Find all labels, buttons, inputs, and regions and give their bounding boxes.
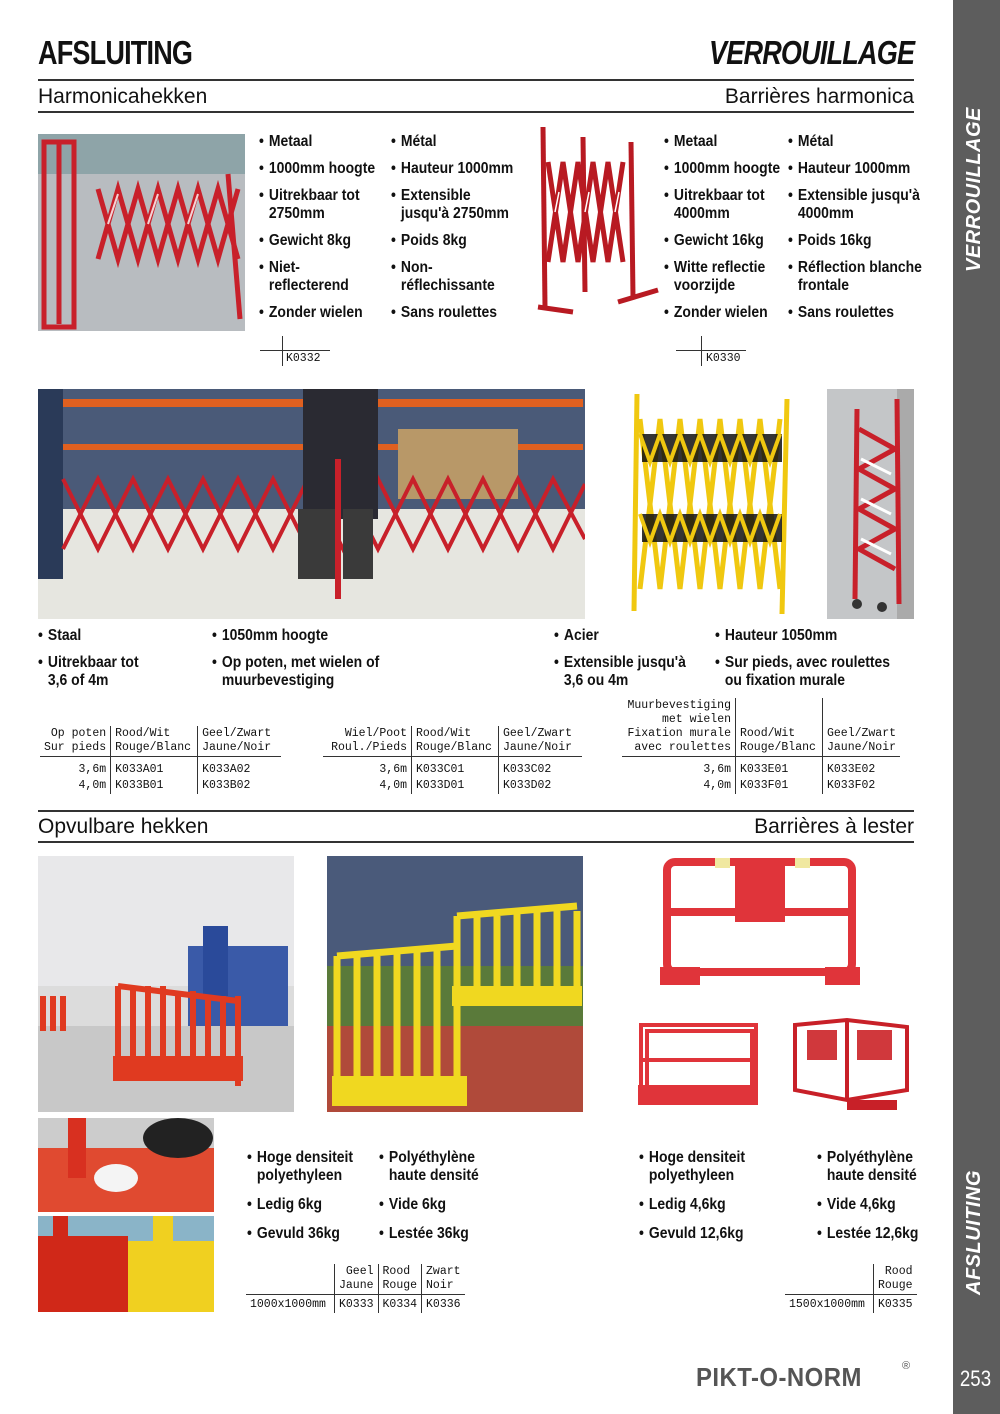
k0332-specs-fr — [391, 133, 526, 331]
table-row — [785, 1295, 917, 1314]
table-cell: K033A02 — [198, 757, 282, 779]
yellow-site-photo — [327, 856, 583, 1112]
k0332-barrier-image — [38, 134, 245, 331]
order-table-c — [323, 726, 582, 794]
table-cell: K0334 — [378, 1295, 422, 1314]
header-line: Noir — [426, 1279, 454, 1292]
table-row — [246, 1295, 465, 1314]
table-cell: K033B02 — [198, 778, 282, 794]
steel-specs-fr-col2 — [715, 627, 913, 699]
header-line: Geel/Zwart — [503, 727, 573, 740]
steel-specs-nl-col2 — [212, 627, 383, 699]
spec-item: • Ledig 6kg — [247, 1196, 364, 1214]
table-cell: K033A01 — [111, 757, 198, 779]
spec-item: • Uitrekbaar tot 4000mm — [664, 187, 773, 223]
table-cell: 4,0m — [703, 779, 731, 792]
spec-item: • Op poten, met wielen of muurbevestiging — [212, 654, 384, 690]
header-line: Rouge — [878, 1279, 913, 1292]
spec-item: • Hauteur 1050mm — [715, 627, 913, 645]
table-cell: K0335 — [874, 1295, 917, 1314]
page-title-fr: VERROUILLAGE — [708, 34, 914, 71]
table-cell: 1500x1000mm — [785, 1295, 874, 1314]
table-cell: K033D02 — [499, 778, 583, 794]
k0332-specs-nl — [259, 133, 376, 331]
registered-mark: ® — [902, 1360, 911, 1372]
header-line: Rood — [884, 1265, 913, 1278]
steel-barrier-image — [38, 389, 585, 619]
fill-right-specs-nl — [639, 1149, 756, 1252]
fill-cap-image — [38, 1118, 214, 1212]
table-header — [323, 726, 412, 757]
table-cell: K033B01 — [111, 778, 198, 794]
table-cell: K033E01 — [736, 757, 823, 779]
title-rule — [38, 79, 914, 81]
spec-item: • Gevuld 12,6kg — [639, 1225, 756, 1243]
section-title-nl: Harmonicahekken — [38, 85, 208, 108]
table-row — [622, 778, 900, 794]
spec-item: • Zonder wielen — [259, 304, 376, 322]
table-cell: K033F02 — [823, 778, 901, 794]
header-line: Rood — [382, 1265, 411, 1278]
k0330-specs-fr — [788, 133, 923, 331]
table-header — [736, 698, 823, 757]
k0330-photo — [533, 122, 663, 317]
table-cell: K0336 — [422, 1295, 465, 1314]
table-cell: 3,6m — [40, 757, 111, 779]
fill-cap-photo — [38, 1118, 214, 1212]
section-rule — [38, 111, 914, 113]
fill-left-table — [246, 1264, 465, 1313]
spec-item: • 1000mm hoogte — [664, 160, 781, 178]
spec-item: • Poids 8kg — [391, 232, 526, 250]
header-line: Jaune — [339, 1279, 374, 1292]
header-line: Rood/Wit — [416, 727, 472, 740]
steel-specs-fr-col1 — [554, 627, 707, 699]
red-1500-barrier-image — [655, 852, 865, 992]
wall-mounted-barrier-image — [827, 389, 914, 619]
table-header — [422, 1264, 465, 1295]
spec-item: • Hoge densiteit polyethyleen — [247, 1149, 360, 1185]
header-line: Rood/Wit — [115, 727, 171, 740]
spec-item: • Metaal — [259, 133, 376, 151]
spec-item: • Niet-reflecterend — [259, 259, 376, 295]
table-header — [246, 1264, 335, 1295]
side-label-top: VERROUILLAGE — [963, 107, 985, 272]
header-line: met wielen — [661, 713, 731, 726]
k0330-specs-nl — [664, 133, 781, 331]
barrier-enclosure-image — [787, 1015, 915, 1115]
order-table-a — [40, 726, 281, 794]
red-fill-barriers-image — [38, 856, 294, 1112]
brand-name: PIKT-O-NORM — [696, 1362, 862, 1392]
k0332-code-marker — [260, 336, 330, 366]
spec-item: • Ledig 4,6kg — [639, 1196, 756, 1214]
header-line: Rouge — [382, 1279, 418, 1292]
page-title-nl: AFSLUITING — [38, 34, 193, 71]
table-cell: 3,6m — [622, 757, 736, 779]
red-barrier-enclosure-photo — [787, 1015, 915, 1115]
section-title-fr: Barrières harmonica — [724, 85, 914, 108]
red-barrier-product-photo — [655, 852, 865, 992]
section2-rule-top — [38, 810, 914, 812]
yellow-barrier-photo — [622, 389, 802, 619]
spec-item: • Sur pieds, avec roulettes ou fixation murale — [715, 654, 909, 690]
table-header — [874, 1264, 917, 1295]
table-header — [378, 1264, 422, 1295]
spec-item: • Zonder wielen — [664, 304, 781, 322]
header-line: Zwart — [426, 1265, 461, 1278]
spec-item: • Extensible jusqu'à 2750mm — [391, 187, 522, 223]
k0330-barrier-image — [533, 122, 663, 317]
k0332-photo — [38, 134, 245, 331]
spec-item: • Gevuld 36kg — [247, 1225, 364, 1243]
fill-right-specs-fr — [817, 1149, 925, 1252]
fill-left-specs-nl — [247, 1149, 364, 1252]
table-row — [323, 778, 582, 794]
header-line: Jaune/Noir — [503, 741, 573, 754]
spec-item: • Sans roulettes — [391, 304, 526, 322]
table-cell: K033D01 — [412, 778, 499, 794]
spec-item: • Poids 16kg — [788, 232, 923, 250]
table-header — [412, 726, 499, 757]
spec-item: • Polyéthylène haute densité — [379, 1149, 483, 1185]
header-line: Wiel/Poot — [344, 727, 407, 740]
spec-item: • 1050mm hoogte — [212, 627, 383, 645]
table-header — [198, 726, 282, 757]
workshop-photo — [38, 856, 294, 1112]
table-cell: K0333 — [335, 1295, 379, 1314]
header-line: Jaune/Noir — [202, 741, 272, 754]
table-cell: K033E02 — [823, 757, 901, 779]
table-row — [323, 757, 582, 779]
table-header — [622, 698, 736, 757]
spec-item: • Non-réflechissante — [391, 259, 526, 295]
base-connection-photo — [38, 1216, 214, 1312]
table-header — [335, 1264, 379, 1295]
order-table-e — [622, 698, 900, 794]
header-line: Geel — [345, 1265, 374, 1278]
header-line: Rouge/Blanc — [416, 741, 492, 754]
header-line: Rouge/Blanc — [740, 741, 816, 754]
table-row — [40, 778, 281, 794]
spec-item: • Metaal — [664, 133, 781, 151]
table-header — [785, 1264, 874, 1295]
table-header — [499, 726, 583, 757]
table-cell: 4,0m — [379, 779, 407, 792]
steel-specs-nl-col1 — [38, 627, 191, 699]
spec-item: • Sans roulettes — [788, 304, 923, 322]
header-line: Roul./Pieds — [331, 741, 407, 754]
table-cell: K033C02 — [499, 757, 583, 779]
header-line: Rood/Wit — [740, 727, 796, 740]
spec-item: • Hoge densiteit polyethyleen — [639, 1149, 752, 1185]
table-header — [823, 698, 901, 757]
header-line: Geel/Zwart — [202, 727, 272, 740]
table-cell: 3,6m — [323, 757, 412, 779]
header-line: Muurbevestiging — [627, 699, 731, 712]
header-line: Geel/Zwart — [827, 727, 897, 740]
spec-item: • Uitrekbaar tot 3,6 of 4m — [38, 654, 147, 690]
spec-item: • Hauteur 1000mm — [788, 160, 923, 178]
k0330-code-marker — [676, 336, 746, 366]
section2-title-fr: Barrières à lester — [754, 815, 914, 838]
page-number: 253 — [959, 1366, 992, 1391]
table-cell: K033C01 — [412, 757, 499, 779]
table-row — [622, 757, 900, 779]
spec-item: • Gewicht 16kg — [664, 232, 781, 250]
brand-logo — [696, 1360, 911, 1393]
spec-item: • Acier — [554, 627, 707, 645]
header-line: Jaune/Noir — [827, 741, 897, 754]
spec-item: • Hauteur 1000mm — [391, 160, 526, 178]
spec-item: • Witte reflectie voorzijde — [664, 259, 773, 295]
table-header — [111, 726, 198, 757]
fill-right-table — [785, 1264, 917, 1313]
red-barrier-stack-photo — [633, 1015, 763, 1115]
table-cell: 4,0m — [78, 779, 107, 792]
spec-item: • Polyéthylène haute densité — [817, 1149, 921, 1185]
base-connection-image — [38, 1216, 214, 1312]
header-line: Sur pieds — [44, 741, 107, 754]
stacked-barriers-image — [633, 1015, 763, 1115]
wall-barrier-photo — [827, 389, 914, 619]
spec-item: • Métal — [391, 133, 526, 151]
spec-item: • Gewicht 8kg — [259, 232, 376, 250]
fill-left-specs-fr — [379, 1149, 496, 1252]
yellow-black-barrier-image — [622, 389, 802, 619]
spec-item: • Vide 6kg — [379, 1196, 496, 1214]
header-line: Op poten — [50, 727, 107, 740]
spec-item: • Métal — [788, 133, 923, 151]
spec-item: • Extensible jusqu'à 3,6 ou 4m — [554, 654, 690, 690]
side-label-bottom: AFSLUITING — [963, 1170, 985, 1295]
spec-item: • Vide 4,6kg — [817, 1196, 925, 1214]
product-code: K0330 — [706, 352, 741, 365]
spec-item: • Réflection blanche frontale — [788, 259, 924, 295]
header-line: Rouge/Blanc — [115, 741, 192, 754]
section2-title-nl: Opvulbare hekken — [38, 815, 209, 838]
table-row — [40, 757, 281, 779]
section2-rule — [38, 841, 914, 843]
spec-item: • Staal — [38, 627, 191, 645]
yellow-fill-barriers-image — [327, 856, 583, 1112]
table-header — [40, 726, 111, 757]
spec-item: • Lestée 12,6kg — [817, 1225, 925, 1243]
header-line: avec roulettes — [634, 741, 731, 754]
table-cell: 1000x1000mm — [246, 1295, 335, 1314]
spec-item: • Uitrekbaar tot 2750mm — [259, 187, 368, 223]
table-cell: K033F01 — [736, 778, 823, 794]
spec-item: • Extensible jusqu'à 4000mm — [788, 187, 924, 223]
header-line: Fixation murale — [627, 727, 731, 740]
warehouse-photo — [38, 389, 585, 619]
product-code: K0332 — [286, 352, 321, 365]
spec-item: • Lestée 36kg — [379, 1225, 496, 1243]
spec-item: • 1000mm hoogte — [259, 160, 376, 178]
